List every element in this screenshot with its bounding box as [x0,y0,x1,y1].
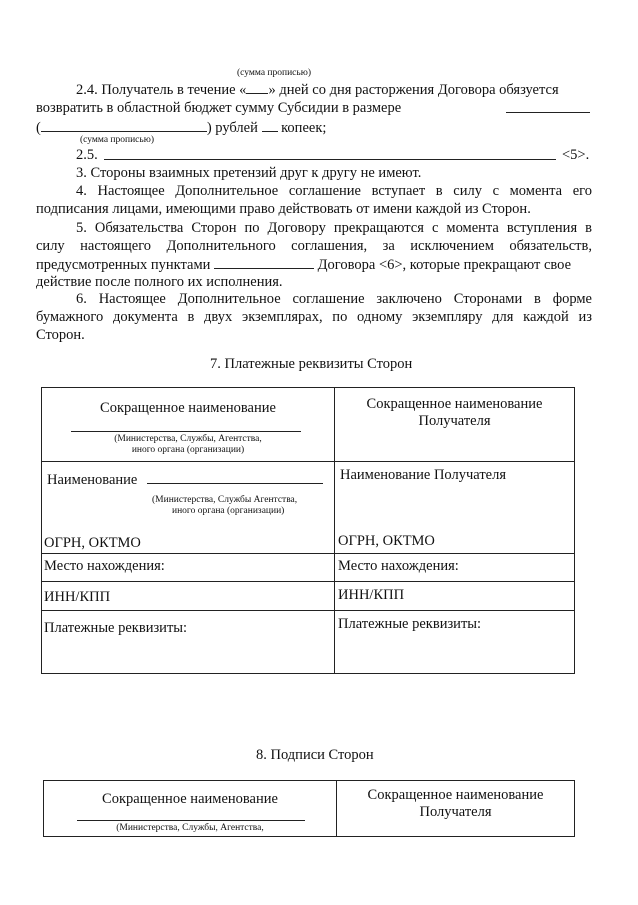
left-name-label: Наименование [47,472,138,488]
left-header-note-1: (Министерства, Службы, Агентства, [114,434,262,444]
clause-6-line-1: 6. Настоящее Дополнительное соглашение заключено Сторонами в форме [76,291,592,307]
clause-2-4-line-2 [36,99,592,117]
kopecks-label: копеек; [281,120,327,136]
left-ogrn-label: ОГРН, ОКТМО [44,535,141,551]
sign-right-header-title-1: Сокращенное наименование [367,787,544,803]
clause-4-line-1: 4. Настоящее Дополнительное соглашение вступает в силу с момента его [76,183,592,199]
table8-left-header [44,781,337,837]
clause-3: 3. Стороны взаимных претензий друг к другу не имеют. [76,165,422,181]
table7-left-header [42,388,335,462]
signatures-table [43,780,575,837]
clause-5-text-b: Договора <6>, которые прекращают свое [317,257,572,273]
sign-right-header-title-2: Получателя [419,804,492,820]
sign-left-note: (Министерства, Службы, Агентства, [116,823,264,833]
table7-right-location [335,554,575,582]
left-inn-label: ИНН/КПП [44,589,111,605]
table7-right-header [335,388,575,462]
payment-details-table [41,387,575,674]
right-header-title-1: Сокращенное наименование [366,396,543,412]
clause-5-line-4: действие после полного их исполнения. [36,274,283,290]
clause-4-line-2: подписания лицами, имеющими право действовать от имени каждой из Сторон. [36,201,531,217]
clause-2-5-blank[interactable] [104,159,556,160]
clause-2-4-text-c: возвратить в областной бюджет сумму Субсидии в размере [36,100,402,116]
clause-5-line-2: силу настоящего Дополнительного соглашения, за исключением обязательств, [36,238,592,254]
table7-left-name [42,462,335,554]
clause-2-4-line-1 [76,80,559,99]
kopecks-blank[interactable] [262,118,278,132]
left-name-note-1: (Министерства, Службы Агентства, [152,495,298,505]
left-location-label: Место нахождения: [44,558,165,574]
amount-blank[interactable] [506,99,590,113]
left-header-title: Сокращенное наименование [100,400,276,416]
right-payment-label: Платежные реквизиты: [338,616,482,632]
left-header-note-2: иного органа (организации) [131,445,245,455]
clause-2-5-label: 2.5. [76,147,98,163]
sum-in-words-note-2: (сумма прописью) [80,135,154,145]
right-inn-label: ИНН/КПП [338,587,405,603]
sum-in-words-note: (сумма прописью) [237,68,311,78]
section-7-title: 7. Платежные реквизиты Сторон [210,356,413,372]
left-payment-label: Платежные реквизиты: [44,620,188,636]
amount-words-blank[interactable] [41,118,207,132]
clauses-blank[interactable] [214,255,314,269]
section-8-title: 8. Подписи Сторон [256,747,374,763]
table7-left-inn [42,582,335,611]
right-name-label: Наименование Получателя [340,467,507,483]
paren-open: ( [36,120,41,136]
table7-left-payment [42,611,335,674]
clause-5-line-3 [36,255,571,274]
table7-right-name [335,462,575,554]
clause-5-line-1: 5. Обязательства Сторон по Договору прекращаются с момента вступления в [76,220,592,236]
right-ogrn-label: ОГРН, ОКТМО [338,533,435,549]
right-location-label: Место нахождения: [338,558,459,574]
clause-2-4-text-a: 2.4. Получатель в течение « [76,82,247,98]
table8-right-header [337,781,575,837]
sign-left-header-title: Сокращенное наименование [102,791,278,807]
table7-right-inn [335,582,575,611]
clause-6-line-2: бумажного документа в двух экземплярах, по одному экземпляру для каждой из [36,309,592,325]
days-blank[interactable] [246,80,268,94]
table7-left-location [42,554,335,582]
left-name-note-2: иного органа (организации) [172,506,285,516]
right-header-title-2: Получателя [418,413,491,429]
left-name-blank[interactable] [147,470,323,484]
clause-5-text-a: предусмотренных пунктами [36,257,211,273]
rubles-label: ) рублей [206,120,258,136]
clause-6-line-3: Сторон. [36,327,85,343]
clause-2-4-text-b: » дней со дня расторжения Договора обязуется [268,82,559,98]
table7-right-payment [335,611,575,674]
footnote-ref-5: <5>. [562,147,590,163]
